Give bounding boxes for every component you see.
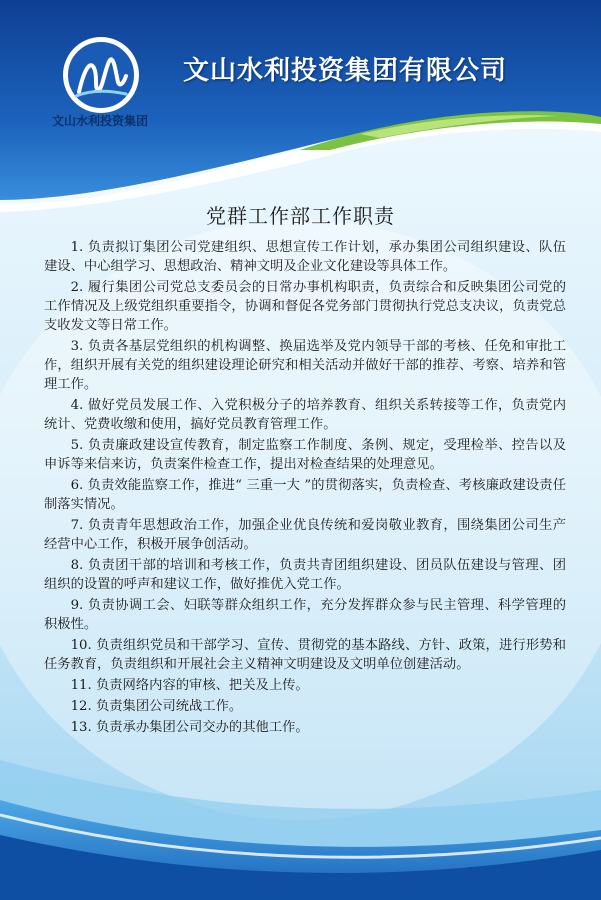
duty-item-12: 12. 负责集团公司统战工作。	[70, 699, 243, 714]
duty-item-10: 10. 负责组织党员和干部学习、宣传、贯彻党的基本路线、方针、政策，进行形势和任务教育，负责组织和开展社会主义精神文明建设及文明单位创建活动。	[44, 638, 566, 672]
duty-item-4: 4. 做好党员发展工作、入党积极分子的培养教育、组织关系转接等工作，负责党内统计、党费收缴和使用，搞好党员教育管理工作。	[44, 398, 566, 432]
duty-item-13: 13. 负责承办集团公司交办的其他工作。	[70, 720, 309, 735]
duty-item-2: 2. 履行集团公司党总支委员会的日常办事机构职责，负责综合和反映集团公司党的工作情况及上级党组织重要指令，协调和督促各党务部门贯彻执行党总支决议，负责党总支收发文等日常工作。	[44, 280, 566, 333]
duty-item-9: 9. 负责协调工会、妇联等群众组织工作，充分发挥群众参与民主管理、科学管理的积极性。	[44, 598, 566, 632]
duty-item-3: 3. 负责各基层党组织的机构调整、换届选举及党内领导干部的考核、任免和审批工作，组织开展有关党的组织建设理论研究和相关活动并做好干部的推荐、考察、培养和管理工作。	[44, 339, 566, 392]
duty-item-1: 1. 负责拟订集团公司党建组织、思想宣传工作计划，承办集团公司组织建设、队伍建设、中心组学习、思想政治、精神文明及企业文化建设等具体工作。	[44, 240, 566, 274]
duty-item-8: 8. 负责团干部的培训和考核工作，负责共青团组织建设、团员队伍建设与管理、团组织的设置的呼声和建议工作，做好推优入党工作。	[44, 558, 566, 592]
duty-item-6: 6. 负责效能监察工作，推进“ 三重一大 ”的贯彻落实，负责检查、考核廉政建设责任制落实情况。	[44, 478, 566, 512]
company-name: 文山水利投资集团有限公司	[183, 56, 508, 86]
duty-item-11: 11. 负责网络内容的审核、把关及上传。	[70, 678, 309, 693]
logo-text: 文山水利投资集团	[51, 114, 148, 128]
duty-item-5: 5. 负责廉政建设宣传教育，制定监察工作制度、条例、规定，受理检举、控告以及申诉等来信来访，负责案件检查工作，提出对检查结果的处理意见。	[44, 438, 566, 472]
duties-list	[44, 238, 566, 739]
duty-item-7: 7. 负责青年思想政治工作，加强企业优良传统和爱岗敬业教育，围绕集团公司生产经营中心工作，积极开展争创活动。	[44, 518, 566, 552]
document-title: 党群工作部工作职责	[206, 204, 395, 228]
